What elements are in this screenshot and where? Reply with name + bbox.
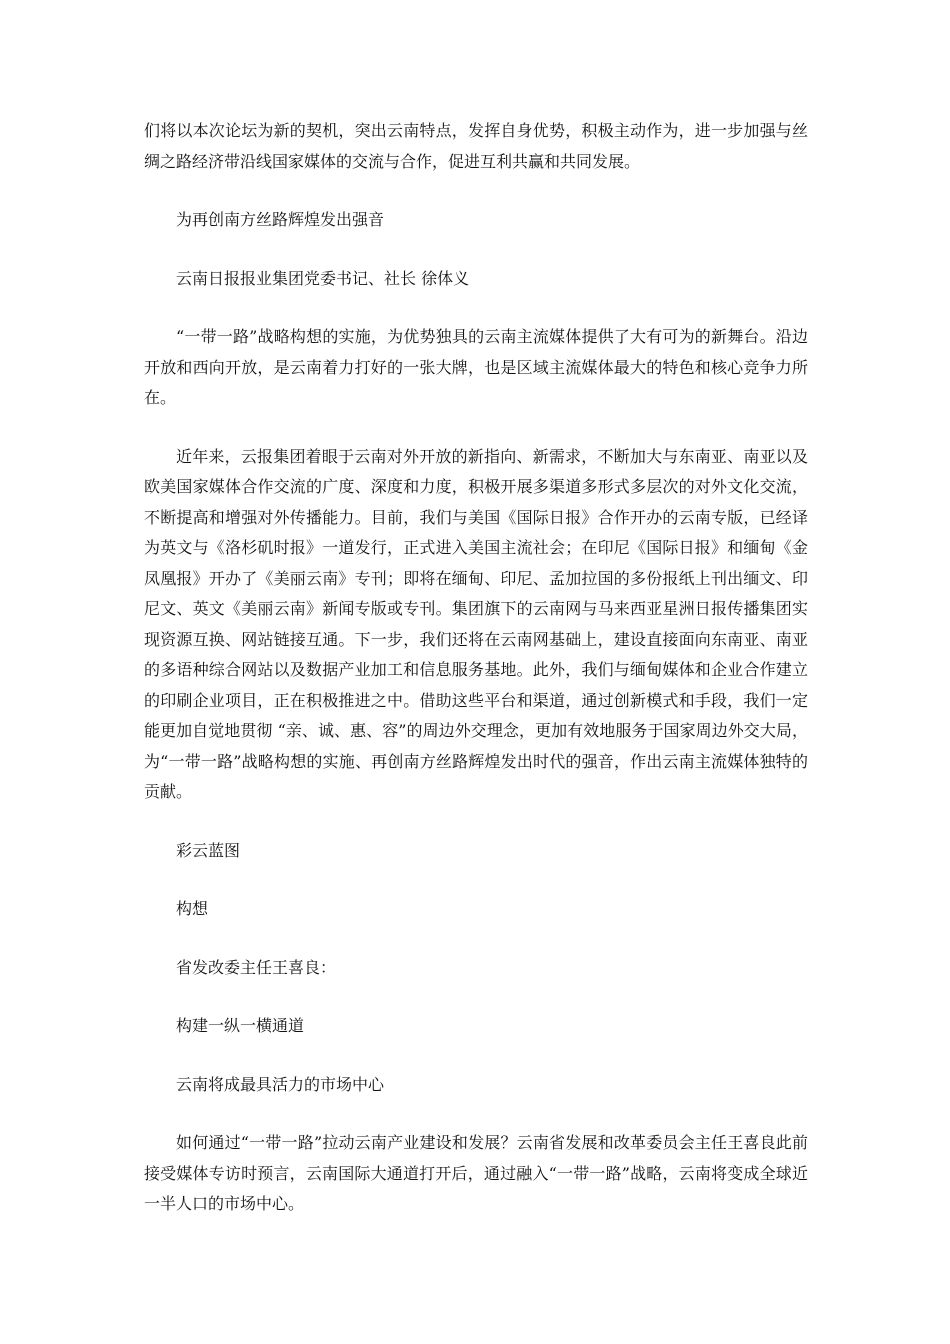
section-heading-southern-silk-road: 为再创南方丝路辉煌发出强音: [176, 210, 385, 229]
paragraph-belt-and-road-stage: “一带一路”战略构想的实施，为优势独具的云南主流媒体提供了大有可为的新舞台。沿边开放和西向开放，是云南着力打好的一张大牌，也是区域主流媒体最大的特色和核心竞争力所在。: [144, 327, 808, 407]
section-heading-blueprint: 彩云蓝图: [176, 840, 241, 860]
speaker-title: 省发改委主任王喜良：: [176, 957, 337, 977]
paragraph-market-center: 如何通过“一带一路”拉动云南产业建设和发展？云南省发展和改革委员会主任王喜良此前接受媒体专访时预言，云南国际大通道打开后，通过融入“一带一路”战略，云南将变成全球近一半人口的市场中心。: [144, 1133, 808, 1213]
document-page: [144, 116, 808, 1220]
author-byline: 云南日报报业集团党委书记、社长 徐体义: [176, 268, 470, 288]
subheading-corridors: 构建一纵一横通道: [176, 1016, 305, 1035]
paragraph-media-cooperation: 近年来，云报集团着眼于云南对外开放的新指向、新需求，不断加大与东南亚、南亚以及欧美国家媒体合作交流的广度、深度和力度，积极开展多渠道多形式多层次的对外文化交流，不断提高和增强对外传播能力。目前，我们与美国《国际日报》合作开办的云南专版，已经译为英文与《洛杉矶时报》一道发行，正式进入美国主流社会；在印尼《国际日报》和缅甸《金凤凰报》开办了《美丽云南》专刊；即将在缅甸、印尼、孟加拉国的多份报纸上刊出缅文、印尼文、英文《美丽云南》新闻专版或专刊。集团旗下的云南网与马来西亚星洲日报传播集团实现资源互换、网站链接互通。下一步，我们还将在云南网基础上，建设直接面向东南亚、南亚的多语种综合网站以及数据产业加工和信息服务基地。此外，我们与缅甸媒体和企业合作建立的印刷企业项目，正在积极推进之中。借助这些平台和渠道，通过创新模式和手段，我们一定能更加自觉地贯彻 “亲、诚、惠、容”的周边外交理念，更加有效地服务于国家周边外交大局，为“一带一路”战略构想的实施、再创南方丝路辉煌发出时代的强音，作出云南主流媒体独特的贡献。: [144, 446, 808, 801]
section-heading-concept: 构想: [176, 899, 209, 918]
paragraph-continuation: 们将以本次论坛为新的契机，突出云南特点，发挥自身优势，积极主动作为，进一步加强与丝绸之路经济带沿线国家媒体的交流与合作，促进互利共赢和共同发展。: [144, 121, 808, 171]
subheading-market-center: 云南将成最具活力的市场中心: [176, 1074, 385, 1094]
